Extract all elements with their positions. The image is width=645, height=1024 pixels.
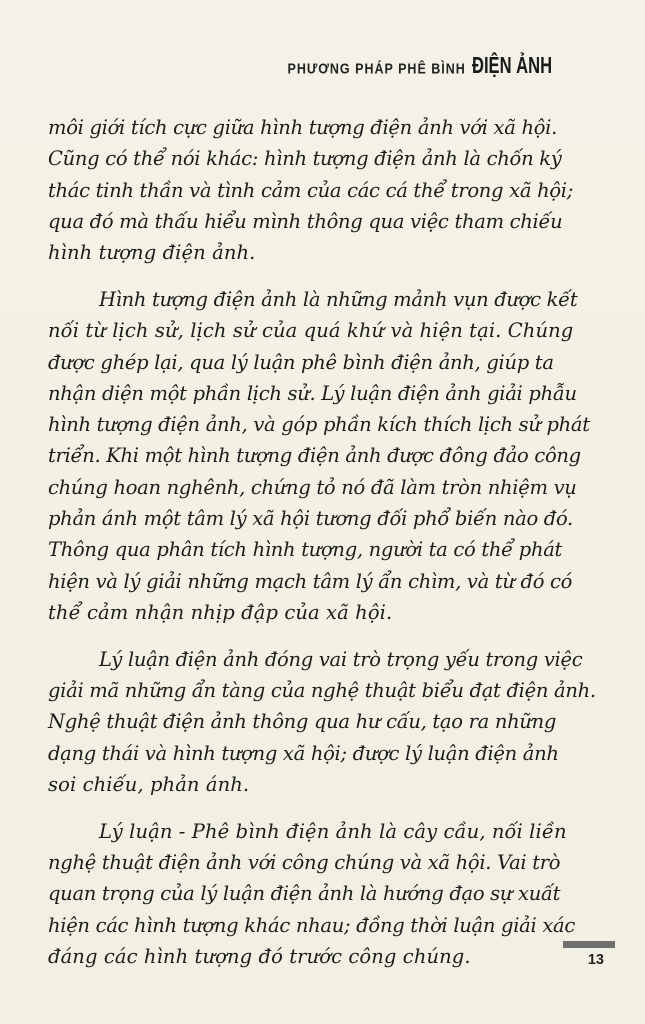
text-line: thác tinh thần và tình cảm của các cá thể trong xã hội;: [48, 178, 573, 202]
text-line: phản ánh một tâm lý xã hội tương đối phổ biến nào đó.: [48, 507, 573, 531]
text-line: Hình tượng điện ảnh là những mảnh vụn được kết: [99, 287, 578, 311]
paragraph-1: [48, 112, 573, 268]
text-line: hình tượng điện ảnh, và góp phần kích thích lịch sử phát: [48, 413, 590, 437]
text-line: Nghệ thuật điện ảnh thông qua hư cấu, tạo ra những: [48, 710, 557, 734]
text-line: Thông qua phân tích hình tượng, người ta có thể phát: [48, 538, 563, 562]
text-line: được ghép lại, qua lý luận phê bình điện ảnh, giúp ta: [48, 350, 554, 374]
text-line: soi chiếu, phản ánh.: [48, 772, 250, 796]
text-line: giải mã những ẩn tàng của nghệ thuật biểu đạt điện ảnh.: [48, 679, 596, 703]
text-line: hiện các hình tượng khác nhau; đồng thời luận giải xác: [48, 913, 575, 937]
text-line: thể cảm nhận nhịp đập của xã hội.: [48, 600, 393, 624]
text-line: Lý luận điện ảnh đóng vai trò trọng yếu trong việc: [99, 647, 583, 671]
text-line: dạng thái và hình tượng xã hội; được lý luận điện ảnh: [48, 741, 559, 765]
paragraph-2: [48, 284, 590, 628]
text-line: Cũng có thể nói khác: hình tượng điện ảnh là chốn ký: [48, 147, 562, 171]
paragraph-3: [48, 644, 596, 800]
text-line: Lý luận - Phê bình điện ảnh là cây cầu, nối liền: [99, 819, 567, 843]
paragraph-4: [48, 816, 573, 972]
running-header-subtitle: PHƯƠNG PHÁP PHÊ BÌNH: [287, 60, 466, 78]
footer-rule: [563, 941, 615, 948]
running-header: [288, 52, 584, 79]
text-line: môi giới tích cực giữa hình tượng điện ảnh với xã hội.: [48, 116, 558, 139]
page-number: 13: [587, 952, 604, 968]
text-line: triển. Khi một hình tượng điện ảnh được đông đảo công: [48, 444, 581, 468]
text-line: quan trọng của lý luận điện ảnh là hướng đạo sự xuất: [48, 882, 561, 906]
text-line: đáng các hình tượng đó trước công chúng.: [48, 944, 471, 968]
text-line: nối từ lịch sử, lịch sử của quá khứ và hiện tại. Chúng: [48, 319, 574, 343]
text-line: nhận diện một phần lịch sử. Lý luận điện ảnh giải phẫu: [48, 381, 577, 405]
text-line: chúng hoan nghênh, chứng tỏ nó đã làm tròn nhiệm vụ: [48, 475, 577, 499]
text-line: nghệ thuật điện ảnh với công chúng và xã hội. Vai trò: [48, 851, 561, 875]
text-line: qua đó mà thấu hiểu mình thông qua việc tham chiếu: [48, 209, 563, 233]
running-header-title: ĐIỆN ẢNH: [471, 52, 552, 78]
text-line: hình tượng điện ảnh.: [48, 241, 256, 265]
text-line: hiện và lý giải những mạch tâm lý ẩn chìm, và từ đó có: [48, 569, 573, 593]
